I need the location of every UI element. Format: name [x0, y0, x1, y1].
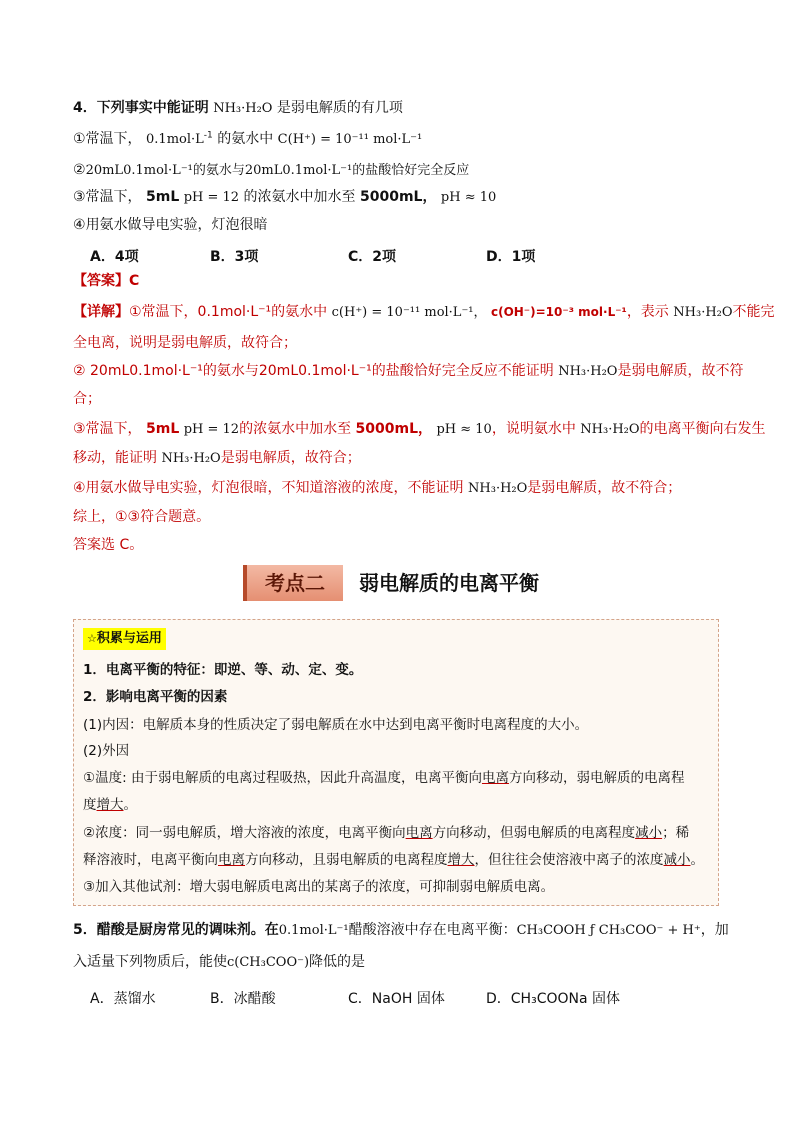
detail-5a: ③常温下，	[73, 421, 142, 437]
q5-stem-c: 醋酸溶液中存在电离平衡：	[348, 922, 517, 938]
detail-1-oh: c(OH⁻)=10⁻³ mol·L⁻¹	[490, 305, 627, 319]
box-line-6: 度增大。	[83, 797, 137, 813]
underline-blank: 减小	[635, 825, 663, 841]
detail-line-2: 全电离，说明是弱电解质，故符合；	[73, 335, 297, 351]
q4-item-3-label: ③常温下，	[73, 189, 142, 205]
q4-item-2	[73, 161, 469, 180]
q5-option-c[interactable]: C．NaOH 固体	[348, 991, 445, 1007]
q5-stem-a: 5．醋酸是厨房常见的调味剂。在	[73, 922, 279, 938]
detail-line-9: 答案选 C。	[73, 537, 144, 553]
q5-option-a[interactable]: A．蒸馏水	[90, 991, 156, 1007]
q4-item-3-ph: pH = 12	[183, 190, 240, 205]
q4-stem-text: 4．下列事实中能证明	[73, 100, 209, 116]
knowledge-tag	[83, 628, 166, 650]
detail-label: 【详解】	[73, 304, 129, 320]
q4-item-3-volume2: 5000mL，	[359, 189, 437, 205]
detail-line-4: 合；	[73, 391, 101, 407]
section-title: 弱电解质的电离平衡	[359, 571, 539, 595]
knowledge-box	[73, 619, 719, 906]
box-line-4: (2)外因	[83, 743, 130, 759]
detail-line-1	[73, 303, 775, 322]
q4-item-2-text: 20mL0.1mol·L⁻¹的氨水与20mL0.1mol·L⁻¹的盐酸恰好完全反应	[85, 163, 470, 178]
detail-7a: ④用氨水做导电实验，灯泡很暗，不知道溶液的浓度，不能证明	[73, 480, 464, 496]
knowledge-tag-text: 积累与运用	[96, 631, 162, 646]
answer-value: C	[129, 273, 140, 289]
q5-stem2-c: 降低的是	[309, 954, 366, 970]
q4-item-1-conc: 0.1mol·L	[146, 132, 204, 147]
q4-item-4-label: ④	[73, 217, 86, 233]
q5-stem-d: ，加	[700, 922, 729, 938]
q4-item-3-volume: 5mL	[146, 189, 180, 205]
q4-option-d[interactable]: D．1项	[486, 249, 536, 265]
underline-blank: 增大	[447, 852, 475, 868]
q4-item-1-math: C(H⁺) = 10⁻¹¹ mol·L⁻¹	[277, 132, 423, 147]
detail-6a: 移动，能证明	[73, 450, 157, 466]
q4-item-2-label: ②	[73, 162, 86, 178]
detail-5b: 的浓氨水中加水至	[239, 421, 352, 437]
q5-conc: 0.1mol·L⁻¹	[278, 923, 349, 938]
q4-answer	[73, 272, 139, 290]
q4-item-4-text: 用氨水做导电实验，灯泡很暗	[85, 217, 268, 233]
q4-item-1-text: 的氨水中	[217, 131, 274, 147]
q5-stem-line-2	[73, 953, 365, 972]
detail-line-3: ② 20mL0.1mol·L⁻¹的氨水与20mL0.1mol·L⁻¹的盐酸恰好完全反应不能证明 NH₃·H₂O是弱电解质，故不符	[73, 363, 744, 379]
detail-line-7: ④用氨水做导电实验，灯泡很暗，不知道溶液的浓度，不能证明 NH₃·H₂O是弱电解质，故不符合；	[73, 480, 682, 496]
q4-option-a[interactable]: A．4项	[90, 249, 139, 265]
q4-item-3-ph2: pH ≈ 10	[440, 190, 497, 205]
underline-blank: 电离	[481, 770, 509, 786]
q4-stem-tail: 是弱电解质的有几项	[276, 100, 403, 116]
section-banner	[243, 565, 555, 601]
q4-stem	[73, 99, 403, 118]
q4-stem-formula: NH₃·H₂O	[213, 101, 273, 116]
underline-blank: 电离	[405, 825, 433, 841]
q4-item-1: ①常温下， $0.1mol\cdot L^{-1}$ 的氨水中 C(H⁺) = 10⁻¹¹ mol·L⁻¹	[73, 130, 423, 147]
detail-1c: 不能完	[732, 304, 775, 320]
detail-7b: 是弱电解质，故不符合；	[527, 480, 682, 496]
detail-1-math: c(H⁺) = 10⁻¹¹ mol·L⁻¹，	[331, 305, 487, 320]
box-line-8: 释溶液时，电离平衡向电离方向移动，且弱电解质的电离程度增大，但往往会使溶液中离子的浓度减小。	[83, 852, 704, 868]
q5-option-b[interactable]: B．冰醋酸	[210, 991, 276, 1007]
q5-equation: CH₃COOH ƒ CH₃COO⁻ + H⁺	[516, 923, 701, 938]
q4-option-b[interactable]: B．3项	[210, 249, 259, 265]
q5-option-d[interactable]: D．CH₃COONa 固体	[486, 991, 621, 1007]
detail-line-6: 移动，能证明 NH₃·H₂O是弱电解质，故符合；	[73, 450, 361, 466]
q5-acetate: c(CH₃COO⁻)	[227, 955, 310, 970]
detail-5c: ，说明氨水中	[491, 421, 576, 437]
q4-option-c[interactable]: C．2项	[348, 249, 397, 265]
answer-label: 【答案】	[73, 273, 129, 289]
q5-stem2-a: 入适量下列物质后，能使	[73, 954, 227, 970]
detail-3a: ② 20mL0.1mol·L⁻¹的氨水与20mL0.1mol·L⁻¹的盐酸恰好完全反应不能证明	[73, 363, 554, 379]
box-line-7: ②浓度：同一弱电解质，增大溶液的浓度，电离平衡向电离方向移动，但弱电解质的电离程度减小；稀	[83, 825, 690, 841]
detail-6b: 是弱电解质，故符合；	[220, 450, 361, 466]
box-line-2: 2．影响电离平衡的因素	[83, 689, 228, 705]
box-line-1: 1．电离平衡的特征：即逆、等、动、定、变。	[83, 662, 363, 678]
detail-line-8: 综上，①③符合题意。	[73, 509, 211, 525]
q4-item-3-text: 的浓氨水中加水至	[243, 189, 356, 205]
q4-item-4	[73, 216, 268, 234]
underline-blank: 电离	[218, 852, 245, 868]
detail-1a: ①常温下，0.1mol·L⁻¹的氨水中	[129, 304, 328, 320]
box-line-3: (1)内因：电解质本身的性质决定了弱电解质在水中达到电离平衡时电离程度的大小。	[83, 717, 589, 733]
underline-blank: 增大	[96, 797, 124, 813]
q5-stem-line-1	[73, 921, 729, 940]
q4-item-1-label: ①常温下，	[73, 131, 142, 147]
detail-1-formula: NH₃·H₂O	[673, 305, 733, 320]
box-line-5: ①温度: 由于弱电解质的电离过程吸热，因此升高温度，电离平衡向电离方向移动，弱电解质的电离程	[83, 770, 685, 786]
detail-1b: ，表示	[626, 304, 669, 320]
section-number: 考点二	[243, 565, 343, 601]
q4-item-3	[73, 188, 496, 207]
detail-line-5: ③常温下， 5mL pH = 12的浓氨水中加水至 5000mL， pH ≈ 10，说明氨水中 NH₃·H₂O的电离平衡向右发生	[73, 421, 766, 437]
detail-3b: 是弱电解质，故不符	[617, 363, 744, 379]
underline-blank: 减小	[663, 852, 691, 868]
detail-5d: 的电离平衡向右发生	[639, 421, 766, 437]
star-icon: ☆	[87, 632, 97, 645]
box-line-9: ③加入其他试剂：增大弱电解质电离出的某离子的浓度，可抑制弱电解质电离。	[83, 879, 555, 895]
